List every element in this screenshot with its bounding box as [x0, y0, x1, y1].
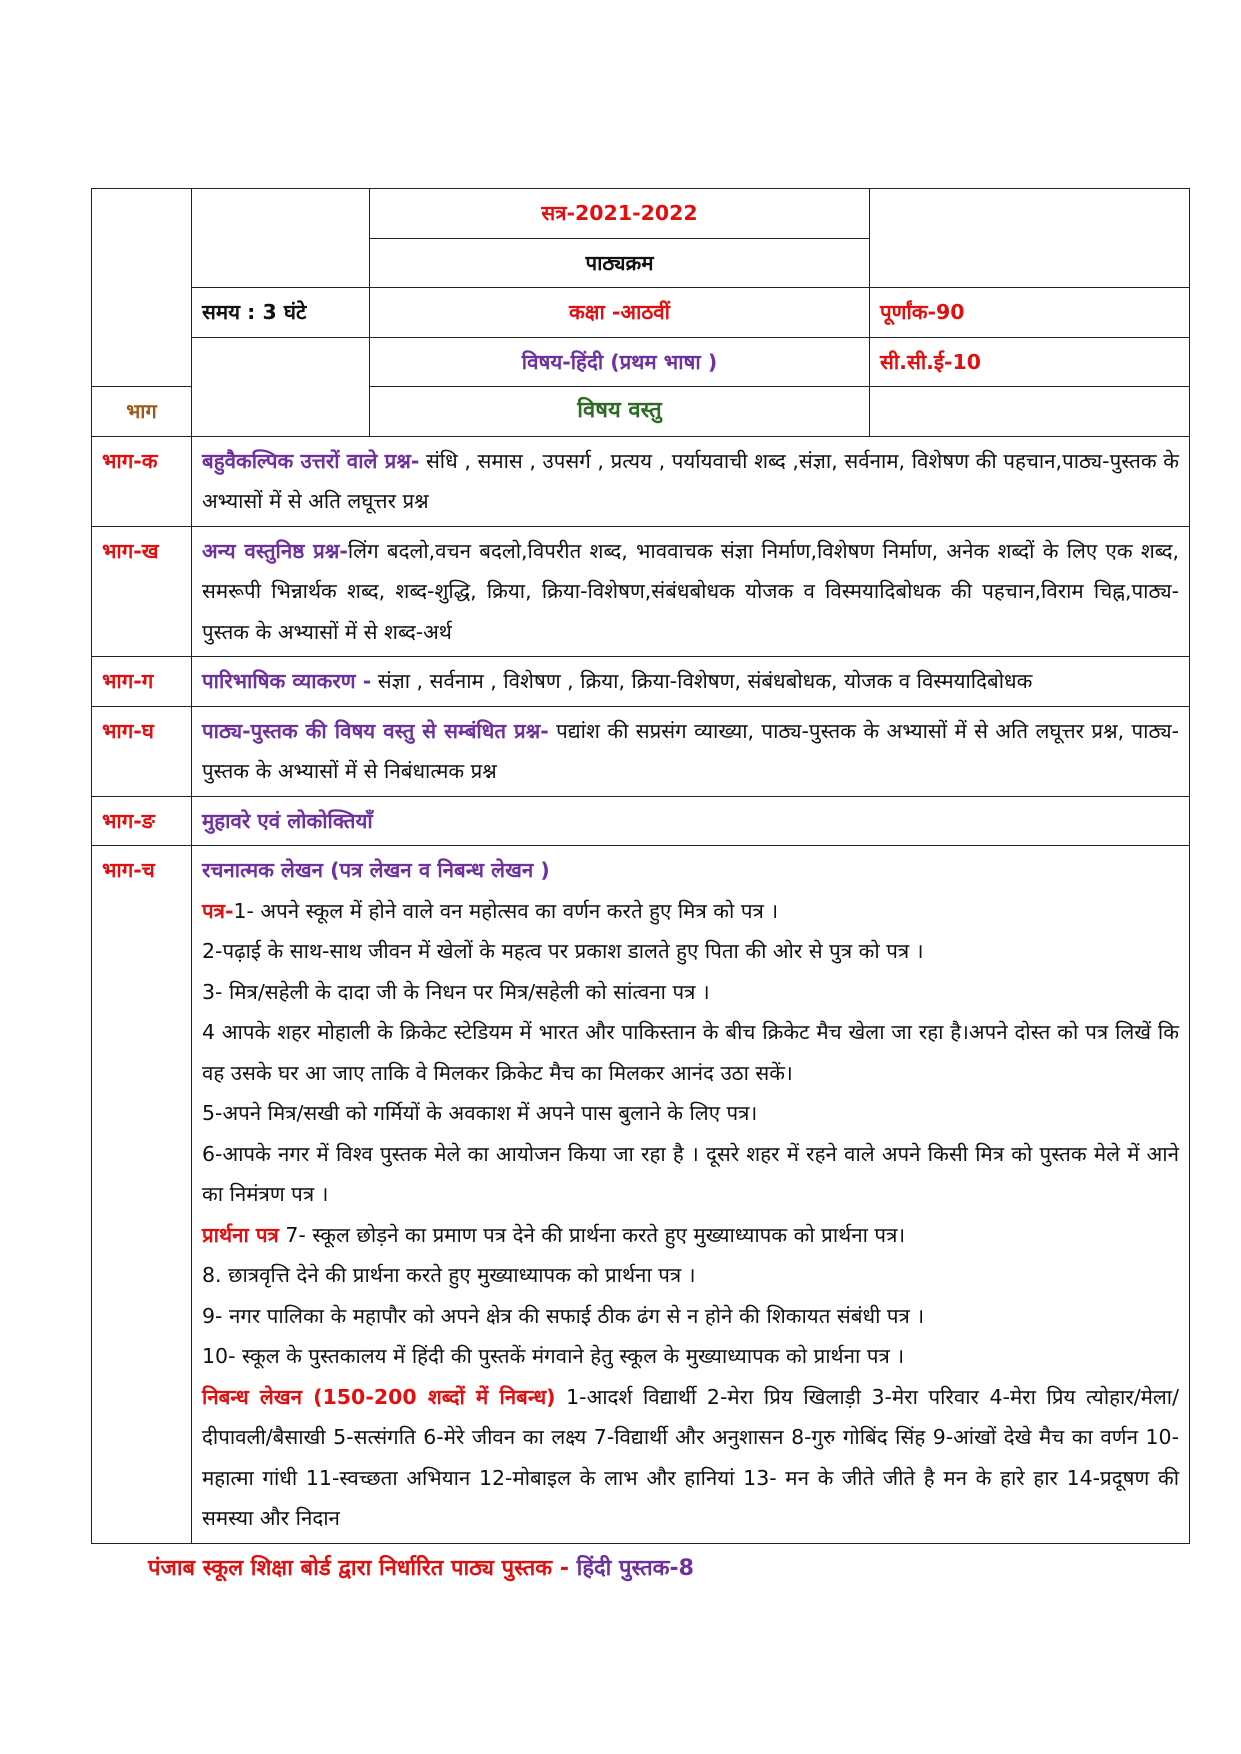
time-cell: समय : 3 घंटे [192, 288, 370, 338]
section-content [192, 526, 1190, 657]
section-row [92, 846, 1190, 1544]
section-text: लिंग बदलो,वचन बदलो,विपरीत शब्द, भाववाचक संज्ञा निर्माण,विशेषण निर्माण, अनेक शब्दों के लिए एक शब्द, समरूपी भिन्नार्थक शब्द, शब्द-शुद्धि, क्रिया, क्रिया-विशेषण,संबंधबोधक योजक व विस्मयादिबोधक की पहचान,विराम चिह्न,पाठ्य-पुस्तक के अभ्यासों में से शब्द-अर्थ [202, 538, 1180, 644]
section-title: पारिभाषिक व्याकरण - [202, 669, 372, 693]
application-label: प्रार्थना पत्र [202, 1222, 279, 1247]
section-content [192, 657, 1190, 707]
letter-item: 2-पढ़ाई के साथ-साथ जीवन में खेलों के महत्व पर प्रकाश डालते हुए पिता की ओर से पुत्र को पत्र । [202, 939, 924, 963]
section-label: भाग-ङ [92, 796, 192, 846]
section-content [192, 796, 1190, 846]
section-label: भाग-च [92, 846, 192, 1544]
cce-cell: सी.सी.ई-10 [870, 337, 1190, 387]
section-text: संज्ञा , सर्वनाम , विशेषण , क्रिया, क्रिया-विशेषण, संबंधबोधक, योजक व विस्मयादिबोधक [371, 669, 1033, 693]
section-label: भाग-ग [92, 657, 192, 707]
application-item: 9- नगर पालिका के महापौर को अपने क्षेत्र की सफाई ठीक ढंग से न होने की शिकायत संबंधी पत्र । [202, 1303, 925, 1328]
syllabus-cell: पाठ्यक्रम [370, 238, 870, 288]
section-text: पद्यांश की सप्रसंग व्याख्या, पाठ्य-पुस्तक के अभ्यासों में से अति लघूत्तर प्रश्न, पाठ्य-पुस्तक के अभ्यासों में से निबंधात्मक प्रश्न [202, 718, 1180, 783]
section-row [92, 436, 1190, 526]
letter-item: 5-अपने मित्र/सखी को गर्मियों के अवकाश में अपने पास बुलाने के लिए पत्र। [202, 1101, 758, 1125]
content-heading: विषय वस्तु [370, 387, 870, 437]
essay-list: निबन्ध लेखन (150-200 शब्दों में निबन्ध) 1-आदर्श विद्यार्थी 2-मेरा प्रिय खिलाड़ी 3-मेरा परिवार 4-मेरा प्रिय त्योहार/मेला/दीपावली/बैसाखी 5-सत्संगति 6-मेरे जीवन का लक्ष्य 7-विद्यार्थी और अनुशासन 8-गुरु गोबिंद सिंह 9-आंखों देखे मैच का वर्णन 10-महात्मा गांधी 11-स्वच्छता अभियान 12-मोबाइल के लाभ और हानियां 13- मन के जीते जीते है मन के हारे हार 14-प्रदूषण की समस्या और निदान [202, 1384, 1179, 1530]
letter-item: पत्र-1- अपने स्कूल में होने वाले वन महोत्सव का वर्णन करते हुए मित्र को पत्र । [202, 898, 779, 923]
section-title: बहुवैकल्पिक उत्तरों वाले प्रश्न- [202, 448, 420, 473]
part-heading: भाग [92, 387, 192, 437]
letter-item: 6-आपके नगर में विश्व पुस्तक मेले का आयोजन किया जा रहा है । दूसरे शहर में रहने वाले अपने किसी मित्र को पुस्तक मेले में आने का निमंत्रण पत्र । [202, 1141, 1179, 1206]
section-label: भाग-घ [92, 706, 192, 796]
letter-label: पत्र- [202, 898, 234, 923]
section-label: भाग-ख [92, 526, 192, 657]
application-item: प्रार्थना पत्र 7- स्कूल छोड़ने का प्रमाण पत्र देने की प्रार्थना करते हुए मुख्याध्यापक को प्रार्थना पत्र। [202, 1222, 906, 1247]
section-content [192, 706, 1190, 796]
letter-item: 3- मित्र/सहेली के दादा जी के निधन पर मित्र/सहेली को सांत्वना पत्र । [202, 979, 710, 1004]
section-title: पाठ्य-पुस्तक की विषय वस्तु से सम्बंधित प्रश्न- [202, 718, 549, 743]
subject-cell: विषय-हिंदी (प्रथम भाषा ) [370, 337, 870, 387]
marks-cell: पूर्णांक-90 [870, 288, 1190, 338]
section-content [192, 436, 1190, 526]
section-title: अन्य वस्तुनिष्ठ प्रश्न- [202, 538, 348, 563]
section-row [92, 526, 1190, 657]
section-text: संधि , समास , उपसर्ग , प्रत्यय , पर्यायवाची शब्द ,संज्ञा, सर्वनाम, विशेषण की पहचान,पाठ्य-पुस्तक के अभ्यासों में से अति लघूत्तर प्रश्न [202, 448, 1179, 513]
section-row [92, 796, 1190, 846]
letter-item: 4 आपके शहर मोहाली के क्रिकेट स्टेडियम में भारत और पाकिस्तान के बीच क्रिकेट मैच खेला जा रहा है।अपने दोस्त को पत्र लिखें कि वह उसके घर आ जाए ताकि वे मिलकर क्रिकेट मैच का मिलकर आनंद उठा सकें। [202, 1020, 1179, 1085]
application-item: 10- स्कूल के पुस्तकालय में हिंदी की पुस्तकें मंगवाने हेतु स्कूल के मुख्याध्यापक को प्रार्थना पत्र । [202, 1344, 905, 1368]
footer-book-text: हिंदी पुस्तक-8 [576, 1556, 694, 1581]
section-title: रचनात्मक लेखन (पत्र लेखन व निबन्ध लेखन ) [202, 858, 550, 882]
essay-label: निबन्ध लेखन (150-200 शब्दों में निबन्ध) [202, 1384, 556, 1409]
session-cell: सत्र-2021-2022 [370, 189, 870, 239]
section-label: भाग-क [92, 436, 192, 526]
class-cell: कक्षा -आठवीं [370, 288, 870, 338]
section-content [192, 846, 1190, 1544]
application-item: 8. छात्रवृत्ति देने की प्रार्थना करते हुए मुख्याध्यापक को प्रार्थना पत्र । [202, 1263, 696, 1287]
section-row [92, 706, 1190, 796]
footer-note [148, 1552, 694, 1582]
footer-board-text: पंजाब स्कूल शिक्षा बोर्ड द्वारा निर्धारित पाठ्य पुस्तक - [148, 1556, 577, 1581]
section-row [92, 657, 1190, 707]
section-title: मुहावरे एवं लोकोक्तियाँ [202, 808, 373, 833]
syllabus-table [91, 188, 1190, 1544]
